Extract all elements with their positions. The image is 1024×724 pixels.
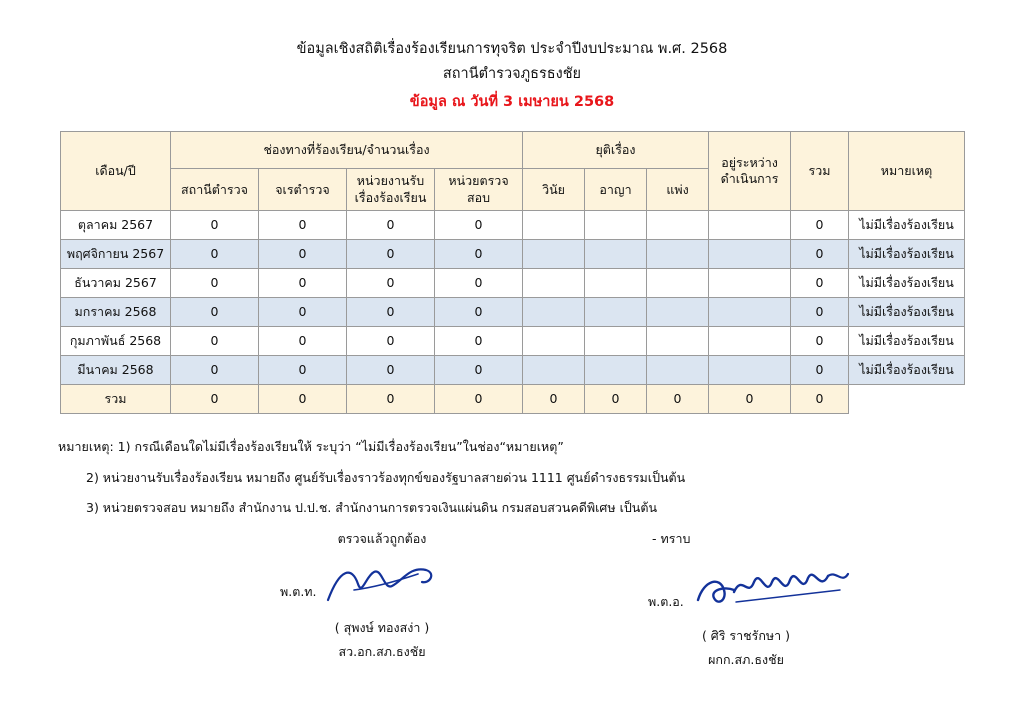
cell-total-channel-3: 0 bbox=[435, 384, 523, 413]
cell-remark: ไม่มีเรื่องร้องเรียน bbox=[849, 355, 965, 384]
cell-channel-2: 0 bbox=[347, 268, 435, 297]
th-closed-discipline: วินัย bbox=[523, 169, 585, 211]
cell-remark: ไม่มีเรื่องร้องเรียน bbox=[849, 297, 965, 326]
cell-channel-0: 0 bbox=[171, 355, 259, 384]
page-subtitle: สถานีตำรวจภูธรธงชัย bbox=[442, 66, 582, 83]
footnotes bbox=[58, 440, 1024, 515]
cell-total-total: 0 bbox=[791, 384, 849, 413]
cell-closed-1 bbox=[585, 268, 647, 297]
cell-closed-0 bbox=[523, 239, 585, 268]
cell-total: 0 bbox=[791, 268, 849, 297]
cell-channel-3: 0 bbox=[435, 239, 523, 268]
cell-total-channel-0: 0 bbox=[171, 384, 259, 413]
th-channel-group: ช่องทางที่ร้องเรียน/จำนวนเรื่อง bbox=[171, 132, 523, 169]
cell-closed-2 bbox=[647, 268, 709, 297]
verified-label: ตรวจแล้วถูกต้อง bbox=[337, 531, 427, 547]
th-channel-agency: หน่วยงานรับเรื่องร้องเรียน bbox=[347, 169, 435, 211]
th-remark: หมายเหตุ bbox=[849, 132, 965, 211]
cell-closed-2 bbox=[647, 326, 709, 355]
cell-total: 0 bbox=[791, 355, 849, 384]
signer-name-left: ( สุพงษ์ ทองสง่า ) bbox=[334, 619, 430, 635]
acknowledge-label: - ทราบ bbox=[652, 531, 691, 547]
cell-in-progress bbox=[709, 239, 791, 268]
cell-total-remark bbox=[849, 384, 965, 413]
cell-in-progress bbox=[709, 268, 791, 297]
cell-total-closed-2: 0 bbox=[647, 384, 709, 413]
footnote-2: 2) หน่วยงานรับเรื่องร้องเรียน หมายถึง ศูนย์รับเรื่องราวร้องทุกข์ของรัฐบาลสายด่วน 1111 ศูนย์ดำรงธรรมเป็นต้น bbox=[86, 469, 686, 485]
cell-closed-1 bbox=[585, 326, 647, 355]
cell-remark: ไม่มีเรื่องร้องเรียน bbox=[849, 326, 965, 355]
cell-total-closed-0: 0 bbox=[523, 384, 585, 413]
statistics-table-container bbox=[60, 131, 964, 414]
table-row bbox=[61, 210, 965, 239]
cell-channel-3: 0 bbox=[435, 210, 523, 239]
signer-position-left: สว.อก.สภ.ธงชัย bbox=[338, 644, 426, 660]
cell-in-progress bbox=[709, 210, 791, 239]
table-total-row bbox=[61, 384, 965, 413]
cell-channel-1: 0 bbox=[259, 297, 347, 326]
rank-right: พ.ต.อ. bbox=[648, 593, 684, 609]
cell-remark: ไม่มีเรื่องร้องเรียน bbox=[849, 268, 965, 297]
cell-channel-2: 0 bbox=[347, 297, 435, 326]
cell-closed-0 bbox=[523, 326, 585, 355]
th-closed-civil: แพ่ง bbox=[647, 169, 709, 211]
signature-area bbox=[0, 533, 1024, 703]
cell-remark: ไม่มีเรื่องร้องเรียน bbox=[849, 210, 965, 239]
cell-total: 0 bbox=[791, 239, 849, 268]
cell-closed-2 bbox=[647, 239, 709, 268]
th-channel-police-station: สถานีตำรวจ bbox=[171, 169, 259, 211]
cell-total: 0 bbox=[791, 210, 849, 239]
cell-total: 0 bbox=[791, 326, 849, 355]
page-title: ข้อมูลเชิงสถิติเรื่องร้องเรียนการทุจริต ประจำปีงบประมาณ พ.ศ. 2568 bbox=[296, 41, 728, 57]
cell-closed-1 bbox=[585, 297, 647, 326]
cell-channel-0: 0 bbox=[171, 297, 259, 326]
th-month: เดือน/ปี bbox=[61, 132, 171, 211]
cell-channel-1: 0 bbox=[259, 239, 347, 268]
th-in-progress: อยู่ระหว่างดำเนินการ bbox=[709, 132, 791, 211]
cell-channel-3: 0 bbox=[435, 355, 523, 384]
table-row bbox=[61, 239, 965, 268]
th-closed-criminal: อาญา bbox=[585, 169, 647, 211]
cell-closed-2 bbox=[647, 210, 709, 239]
signature-left-icon bbox=[318, 560, 468, 610]
signer-position-right: ผกก.สภ.ธงชัย bbox=[708, 652, 784, 668]
statistics-table bbox=[60, 131, 965, 414]
cell-in-progress bbox=[709, 297, 791, 326]
cell-closed-1 bbox=[585, 210, 647, 239]
cell-closed-0 bbox=[523, 297, 585, 326]
signature-row-left bbox=[232, 580, 532, 610]
cell-closed-1 bbox=[585, 355, 647, 384]
table-row bbox=[61, 297, 965, 326]
signature-row-right bbox=[596, 588, 896, 618]
table-row bbox=[61, 355, 965, 384]
th-channel-inspector: จเรตำรวจ bbox=[259, 169, 347, 211]
cell-total-channel-2: 0 bbox=[347, 384, 435, 413]
cell-closed-2 bbox=[647, 297, 709, 326]
cell-in-progress bbox=[709, 355, 791, 384]
table-row bbox=[61, 326, 965, 355]
cell-channel-0: 0 bbox=[171, 239, 259, 268]
cell-channel-0: 0 bbox=[171, 326, 259, 355]
cell-total-label: รวม bbox=[61, 384, 171, 413]
rank-left: พ.ต.ท. bbox=[280, 583, 317, 599]
cell-total-closed-1: 0 bbox=[585, 384, 647, 413]
signature-right-icon bbox=[690, 564, 880, 620]
cell-closed-0 bbox=[523, 355, 585, 384]
th-closed-group: ยุติเรื่อง bbox=[523, 132, 709, 169]
cell-channel-0: 0 bbox=[171, 210, 259, 239]
cell-channel-1: 0 bbox=[259, 355, 347, 384]
cell-total-in-progress: 0 bbox=[709, 384, 791, 413]
signature-block-left bbox=[232, 533, 532, 659]
document-header bbox=[0, 0, 1024, 113]
cell-month: มกราคม 2568 bbox=[61, 297, 171, 326]
cell-total: 0 bbox=[791, 297, 849, 326]
cell-closed-1 bbox=[585, 239, 647, 268]
th-total: รวม bbox=[791, 132, 849, 211]
table-header bbox=[61, 132, 965, 211]
cell-month: มีนาคม 2568 bbox=[61, 355, 171, 384]
cell-in-progress bbox=[709, 326, 791, 355]
cell-remark: ไม่มีเรื่องร้องเรียน bbox=[849, 239, 965, 268]
th-channel-audit: หน่วยตรวจสอบ bbox=[435, 169, 523, 211]
signature-block-right bbox=[596, 533, 896, 667]
cell-channel-3: 0 bbox=[435, 268, 523, 297]
cell-channel-2: 0 bbox=[347, 355, 435, 384]
table-row bbox=[61, 268, 965, 297]
table-header-row-1 bbox=[61, 132, 965, 169]
cell-channel-1: 0 bbox=[259, 210, 347, 239]
cell-channel-3: 0 bbox=[435, 297, 523, 326]
cell-month: กุมภาพันธ์ 2568 bbox=[61, 326, 171, 355]
cell-month: ตุลาคม 2567 bbox=[61, 210, 171, 239]
cell-channel-2: 0 bbox=[347, 239, 435, 268]
cell-month: ธันวาคม 2567 bbox=[61, 268, 171, 297]
cell-month: พฤศจิกายน 2567 bbox=[61, 239, 171, 268]
cell-closed-0 bbox=[523, 210, 585, 239]
cell-channel-1: 0 bbox=[259, 268, 347, 297]
footnote-1: หมายเหตุ: 1) กรณีเดือนใดไม่มีเรื่องร้องเรียนให้ ระบุว่า “ไม่มีเรื่องร้องเรียน”ในช่อง“หมายเหตุ” bbox=[58, 438, 564, 454]
cell-channel-3: 0 bbox=[435, 326, 523, 355]
cell-closed-2 bbox=[647, 355, 709, 384]
as-of-date: ข้อมูล ณ วันที่ 3 เมษายน 2568 bbox=[409, 93, 615, 110]
footnote-3: 3) หน่วยตรวจสอบ หมายถึง สำนักงาน ป.ป.ช. สำนักงานการตรวจเงินแผ่นดิน กรมสอบสวนคดีพิเศษ เป็นต้น bbox=[86, 500, 657, 516]
cell-channel-2: 0 bbox=[347, 326, 435, 355]
cell-channel-0: 0 bbox=[171, 268, 259, 297]
cell-total-channel-1: 0 bbox=[259, 384, 347, 413]
cell-closed-0 bbox=[523, 268, 585, 297]
signer-name-right: ( ศิริ ราชรักษา ) bbox=[701, 627, 791, 643]
table-body bbox=[61, 210, 965, 413]
cell-channel-2: 0 bbox=[347, 210, 435, 239]
cell-channel-1: 0 bbox=[259, 326, 347, 355]
